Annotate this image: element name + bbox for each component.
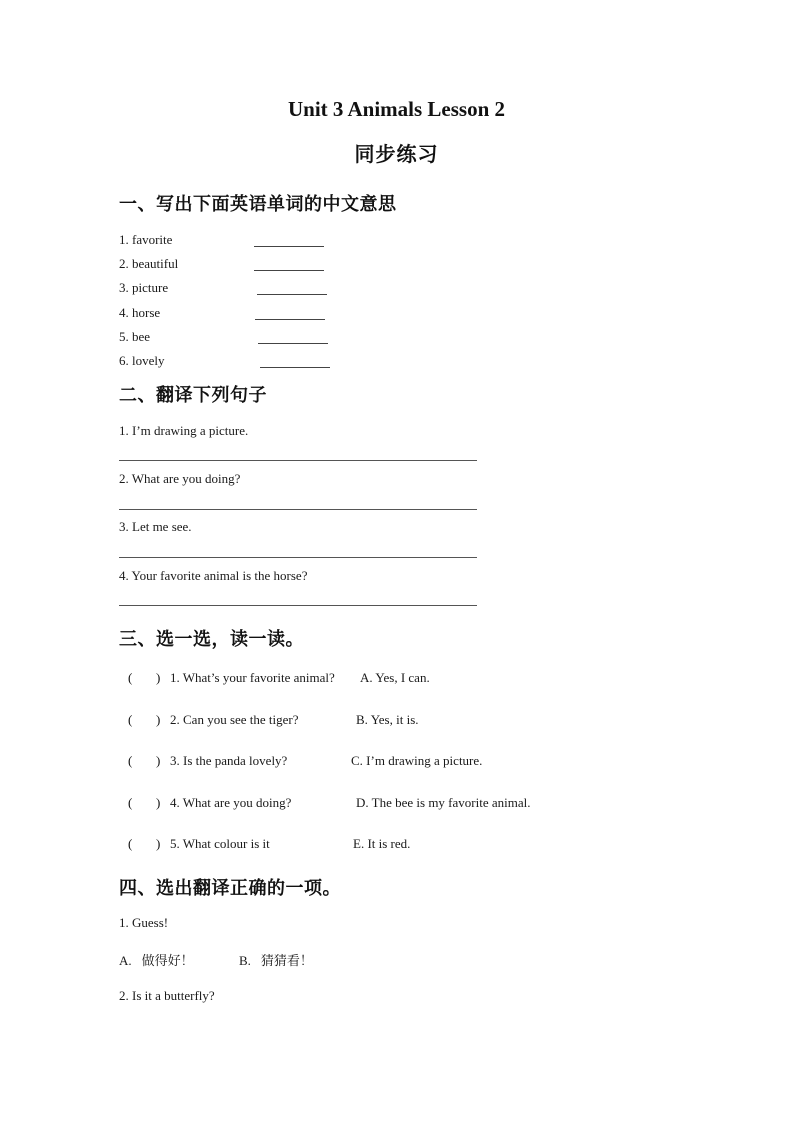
answer-paren-open-1: ( (128, 670, 133, 685)
translate-sentence-4: 4. Your favorite animal is the horse? (119, 568, 308, 583)
section-4-heading: 四、选出翻译正确的一项。 (119, 878, 341, 899)
choice-option-b-text: 猜猜看！ (260, 954, 313, 969)
vocab-item-5: 5. bee (119, 329, 151, 344)
match-option-a: A. Yes, I can. (360, 670, 430, 685)
translate-answer-line-1[interactable] (119, 460, 477, 461)
match-answer-slot-1[interactable] (134, 668, 154, 686)
answer-paren-open-5: ( (128, 836, 133, 851)
answer-paren-close-1: ) (156, 670, 161, 685)
match-answer-slot-3[interactable] (134, 751, 154, 769)
choice-option-a-text: 做得好！ (141, 954, 194, 969)
translate-sentence-3: 3. Let me see. (119, 519, 192, 534)
vocab-item-2: 2. beautiful (119, 256, 179, 271)
match-option-c: C. I’m drawing a picture. (351, 753, 483, 768)
section-1-heading: 一、写出下面英语单词的中文意思 (119, 194, 397, 215)
choice-option-a[interactable] (119, 950, 194, 970)
answer-paren-open-2: ( (128, 712, 133, 727)
choice-option-b[interactable] (239, 950, 313, 970)
match-question-1: 1. What’s your favorite animal? (170, 670, 335, 685)
page-subtitle: 同步练习 (354, 142, 439, 166)
choice-prompt-1: 1. Guess! (119, 915, 169, 930)
answer-paren-open-4: ( (128, 795, 133, 810)
vocab-item-1: 1. favorite (119, 232, 173, 247)
match-question-3: 3. Is the panda lovely? (170, 753, 288, 768)
translate-sentence-1: 1. I’m drawing a picture. (119, 423, 249, 438)
translate-answer-line-4[interactable] (119, 605, 477, 606)
page-title: Unit 3 Animals Lesson 2 (287, 97, 506, 121)
vocab-answer-blank-2[interactable] (254, 270, 324, 271)
match-option-e: E. It is red. (353, 836, 411, 851)
translate-answer-line-3[interactable] (119, 557, 477, 558)
match-option-d: D. The bee is my favorite animal. (356, 795, 531, 810)
vocab-answer-blank-3[interactable] (257, 294, 327, 295)
answer-paren-close-4: ) (156, 795, 161, 810)
vocab-answer-blank-4[interactable] (255, 319, 325, 320)
section-2-heading: 二、翻译下列句子 (119, 385, 267, 406)
vocab-answer-blank-6[interactable] (260, 367, 330, 368)
choice-prompt-2: 2. Is it a butterfly? (119, 988, 215, 1003)
match-option-b: B. Yes, it is. (356, 712, 419, 727)
match-answer-slot-2[interactable] (134, 710, 154, 728)
vocab-answer-blank-1[interactable] (254, 246, 324, 247)
match-answer-slot-5[interactable] (134, 834, 154, 852)
vocab-item-6: 6. lovely (119, 353, 165, 368)
section-3-heading: 三、选一选，读一读。 (119, 629, 304, 650)
answer-paren-close-2: ) (156, 712, 161, 727)
vocab-answer-blank-5[interactable] (258, 343, 328, 344)
vocab-item-3: 3. picture (119, 280, 169, 295)
match-question-4: 4. What are you doing? (170, 795, 292, 810)
answer-paren-close-3: ) (156, 753, 161, 768)
match-question-5: 5. What colour is it (170, 836, 270, 851)
choice-option-a-letter: A. (119, 953, 132, 968)
match-answer-slot-4[interactable] (134, 793, 154, 811)
match-question-2: 2. Can you see the tiger? (170, 712, 299, 727)
choice-option-b-letter: B. (239, 953, 251, 968)
answer-paren-close-5: ) (156, 836, 161, 851)
vocab-item-4: 4. horse (119, 305, 161, 320)
translate-answer-line-2[interactable] (119, 509, 477, 510)
translate-sentence-2: 2. What are you doing? (119, 471, 241, 486)
answer-paren-open-3: ( (128, 753, 133, 768)
